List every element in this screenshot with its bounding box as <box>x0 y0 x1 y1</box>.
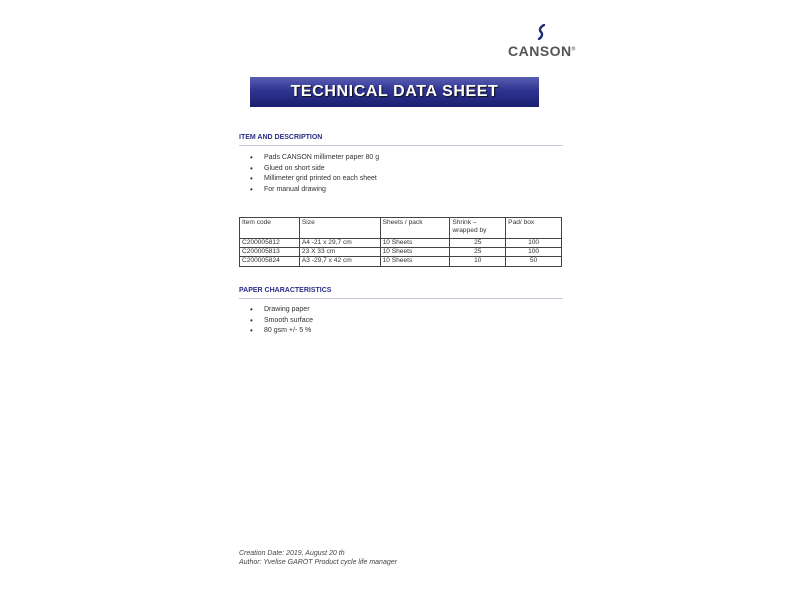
list-item: • Millimeter grid printed on each sheet <box>250 174 379 185</box>
table-cell: 100 <box>506 239 562 248</box>
list-item: • Pads CANSON millimeter paper 80 g <box>250 153 379 164</box>
table-header-cell: Size <box>299 218 380 239</box>
table-cell: 100 <box>506 248 562 257</box>
document-footer <box>239 549 397 567</box>
table-cell: 10 <box>450 257 506 266</box>
table-cell: A3 -29,7 x 42 cm <box>299 257 380 266</box>
section-divider-paper <box>239 298 563 299</box>
table-header-cell: Sheets / pack <box>380 218 450 239</box>
table-row <box>240 248 562 257</box>
item-bullet-list <box>250 153 379 196</box>
table-header-row <box>240 218 562 239</box>
table-cell: C200005812 <box>240 239 300 248</box>
list-item: • Glued on short side <box>250 164 379 175</box>
table-header-cell: Item code <box>240 218 300 239</box>
table-cell: 50 <box>506 257 562 266</box>
table-cell: 10 Sheets <box>380 257 450 266</box>
table-cell: 10 Sheets <box>380 239 450 248</box>
table-row <box>240 239 562 248</box>
table-cell: 25 <box>450 239 506 248</box>
table-cell: 10 Sheets <box>380 248 450 257</box>
table-header-cell: Shrink – wrapped by <box>450 218 506 239</box>
canson-logo <box>508 24 578 60</box>
canson-swirl-icon <box>537 24 547 40</box>
creation-date: Creation Date: 2019, August 20 th <box>239 550 345 557</box>
section-divider-item <box>239 145 563 146</box>
table-cell: C200005824 <box>240 257 300 266</box>
table-header-cell: Pad/ box <box>506 218 562 239</box>
author-line: Author: Yvelise GAROT Product cycle life manager <box>239 559 397 566</box>
list-item: • Drawing paper <box>250 305 313 316</box>
table-cell: A4 -21 x 29,7 cm <box>299 239 380 248</box>
item-table <box>239 217 562 267</box>
list-item: • 80 gsm +/- 5 % <box>250 326 313 337</box>
page-title: TECHNICAL DATA SHEET <box>290 83 499 100</box>
list-item: • For manual drawing <box>250 185 379 196</box>
table-row <box>240 257 562 266</box>
logo-text: CANSON® <box>508 43 576 59</box>
table-cell: 25 <box>450 248 506 257</box>
list-item: • Smooth surface <box>250 316 313 327</box>
section-title-paper: PAPER CHARACTERISTICS <box>239 287 332 294</box>
title-banner <box>250 77 539 107</box>
table-cell: 23 X 33 cm <box>299 248 380 257</box>
paper-bullet-list <box>250 305 313 337</box>
table-cell: C200005813 <box>240 248 300 257</box>
section-title-item: ITEM AND DESCRIPTION <box>239 134 323 141</box>
